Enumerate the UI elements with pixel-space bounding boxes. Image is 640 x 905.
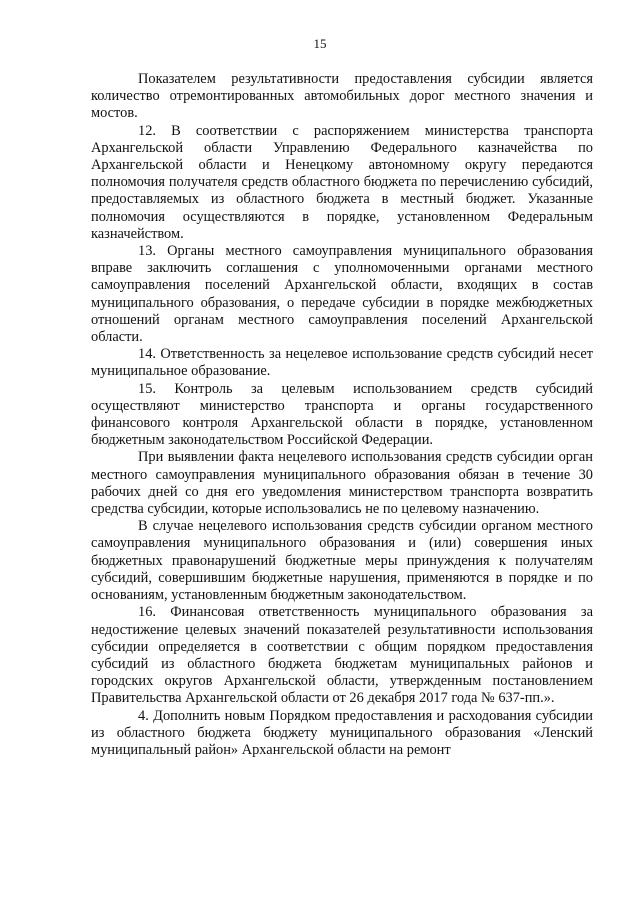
paragraph-13: 13. Органы местного самоуправления муниципального образования вправе заключить соглашения с уполномоченными органами местного самоуправления поселений Архангельской области, входящих в состав муниципального образования, о передаче субсидии в порядке межбюджетных отношений органам местного самоуправления поселений Архангельской области. [91,243,593,346]
page-number: 15 [313,36,327,51]
paragraph-misuse-measures: В случае нецелевого использования средств субсидии органом местного самоуправления муниципального образования и (или) совершения иных бюджетных правонарушений бюджетные меры принуждения к получателям субсидий, совершившим бюджетные нарушения, применяются в порядке и по основаниям, установленным бюджетным законодательством. [91,518,593,604]
paragraph-4-amendment: 4. Дополнить новым Порядком предоставления и расходования субсидии из областного бюджета бюджету муниципального образования «Ленский муниципальный район» Архангельской области на ремонт [91,707,593,758]
paragraph-performance-indicator: Показателем результативности предоставления субсидии является количество отремонтированных автомобильных дорог местного значения и мостов. [91,71,593,122]
paragraph-misuse-detection: При выявлении факта нецелевого использования средств субсидии орган местного самоуправления муниципального образования обязан в течение 30 рабочих дней со дня его уведомления министерством транспорта возвратить средства субсидии, которые использовались не по целевому назначению. [91,449,593,518]
paragraph-16: 16. Финансовая ответственность муниципального образования за недостижение целевых значений показателей результативности использования субсидии определяется в соответствии с общим порядком предоставления субсидий из областного бюджета бюджетам муниципальных районов и городских округов Архангельской области, утвержденным постановлением Правительства Архангельской области от 26 декабря 2017 года № 637-пп.». [91,604,593,707]
paragraph-14: 14. Ответственность за нецелевое использование средств субсидий несет муниципальное образование. [91,346,593,380]
paragraph-12: 12. В соответствии с распоряжением министерства транспорта Архангельской области Управлению Федерального казначейства по Архангельской области и Ненецкому автономному округу передаются полномочия получателя средств областного бюджета по перечислению субсидий, предоставляемых из областного бюджета в местный бюджет. Указанные полномочия осуществляются в порядке, установленном Федеральным казначейством. [91,122,593,242]
paragraph-15: 15. Контроль за целевым использованием средств субсидий осуществляют министерство транспорта и органы государственного финансового контроля Архангельской области в порядке, установленном бюджетным законодательством Российской Федерации. [91,380,593,449]
document-body [91,71,593,759]
